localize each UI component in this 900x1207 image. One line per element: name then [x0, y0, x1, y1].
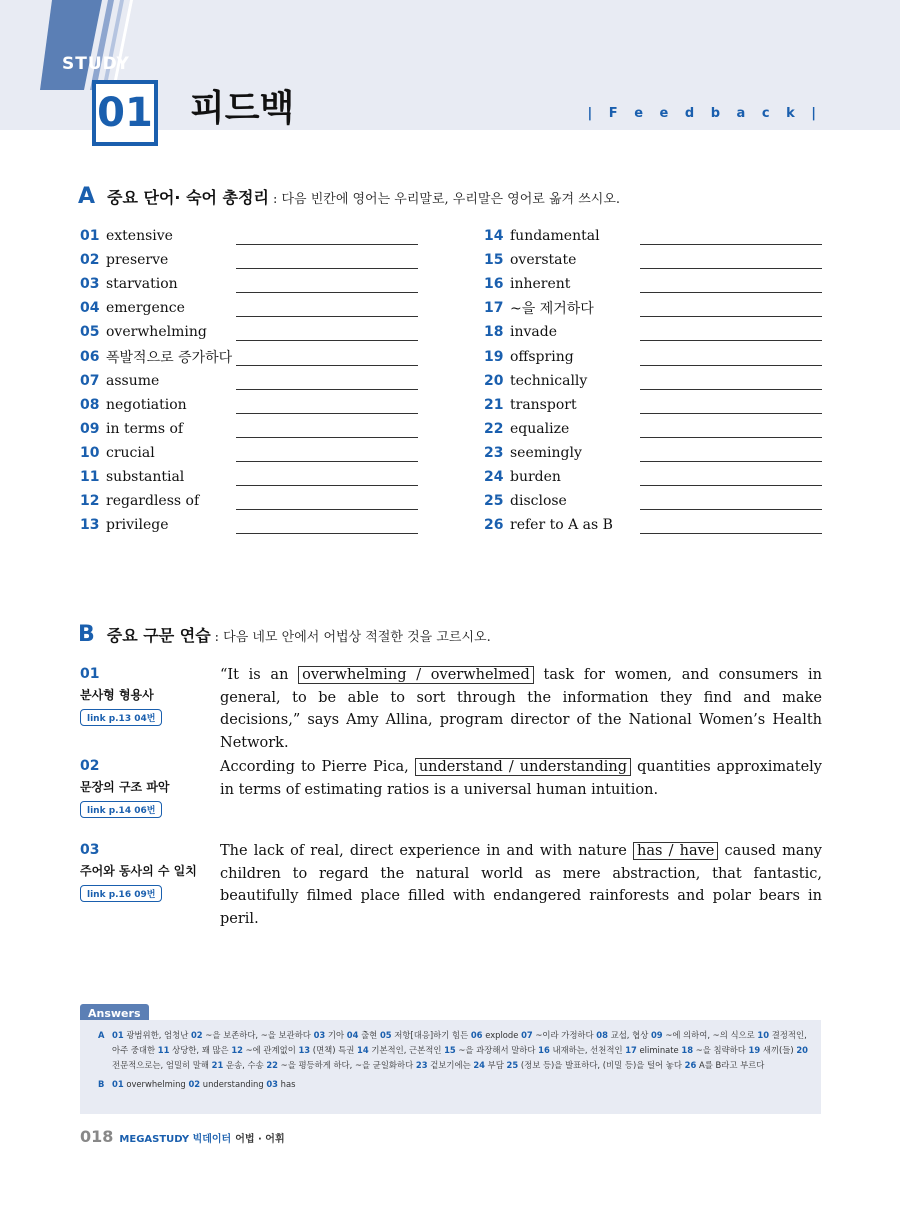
vocab-column-right: [484, 224, 829, 537]
answer-number: 05: [379, 1030, 392, 1040]
vocab-item: [484, 320, 829, 344]
answer-text: ~에 관계없이: [245, 1045, 296, 1055]
vocab-number: 07: [80, 372, 100, 389]
grammar-sentence: [220, 756, 822, 801]
vocab-word: disclose: [510, 493, 567, 510]
answer-blank-line[interactable]: [640, 365, 822, 366]
vocab-word: overstate: [510, 252, 577, 269]
vocab-item: [80, 296, 425, 320]
vocab-item: [80, 369, 425, 393]
vocab-number: 17: [484, 300, 504, 317]
answer-text: eliminate: [639, 1045, 679, 1055]
answer-blank-line[interactable]: [640, 340, 822, 341]
vocab-item: [80, 489, 425, 513]
footer-subtitle: 어법 · 어휘: [235, 1134, 285, 1145]
vocab-item: [80, 417, 425, 441]
vocab-word: in terms of: [106, 420, 184, 437]
link-badge: link p.16 09번: [80, 885, 162, 902]
vocab-word: privilege: [106, 517, 169, 534]
answer-text: 전문적으로는, 엄밀히 말해: [112, 1060, 209, 1070]
answer-blank-line[interactable]: [640, 509, 822, 510]
vocab-item: [80, 393, 425, 417]
answer-text: 광범위한, 엄청난: [126, 1030, 189, 1040]
section-b-heading: [78, 622, 491, 647]
answer-blank-line[interactable]: [640, 413, 822, 414]
feedback-tag: | F e e d b a c k |: [587, 106, 822, 121]
answer-blank-line[interactable]: [236, 244, 418, 245]
sentence-after: quantities approximately in terms of estimating ratios is a universal human intuition.: [220, 759, 822, 798]
answer-number: 03: [266, 1079, 278, 1089]
answer-text: ~이라 가정하다: [535, 1030, 594, 1040]
vocab-number: 06: [80, 348, 100, 365]
answer-text: (정보 등)을 발표하다, (비밀 등)을 털어 놓다: [520, 1060, 682, 1070]
grammar-item: [80, 666, 823, 751]
vocab-number: 05: [80, 324, 100, 341]
answers-a: [98, 1028, 811, 1073]
answer-text: 기본적인, 근본적인: [371, 1045, 442, 1055]
answer-number: 25: [506, 1060, 519, 1070]
vocab-word: equalize: [510, 420, 570, 437]
grammar-item-number: 03: [80, 842, 100, 858]
answer-blank-line[interactable]: [640, 316, 822, 317]
vocab-number: 12: [80, 493, 100, 510]
answer-blank-line[interactable]: [236, 461, 418, 462]
vocab-word: substantial: [106, 468, 185, 485]
answer-number: 01: [112, 1030, 124, 1040]
sentence-after: task for women, and consumers in general, to be able to sort through the information they find and make decisions,” says Amy Allina, program director of the National Women’s Health Network.: [220, 667, 823, 751]
answer-number: 12: [231, 1045, 243, 1055]
vocab-word: seemingly: [510, 444, 582, 461]
grammar-item-topic: 주어와 동사의 수 일치: [80, 864, 197, 878]
vocab-number: 21: [484, 396, 504, 413]
vocab-word: extensive: [106, 228, 173, 245]
answer-text: 저항[대응]하기 힘든: [394, 1030, 469, 1040]
answer-text: 상당한, 꽤 많은: [172, 1045, 229, 1055]
answer-blank-line[interactable]: [640, 268, 822, 269]
vocab-word: technically: [510, 372, 588, 389]
answer-blank-line[interactable]: [236, 268, 418, 269]
vocab-item: [80, 465, 425, 489]
vocab-word: regardless of: [106, 493, 200, 510]
answer-blank-line[interactable]: [236, 292, 418, 293]
vocab-number: 16: [484, 276, 504, 293]
vocab-item: [484, 441, 829, 465]
page-title: 피드백: [190, 88, 295, 129]
answer-text: 겉보기에는: [430, 1060, 471, 1070]
vocab-word: fundamental: [510, 228, 600, 245]
answers-b-body: [112, 1079, 295, 1089]
answers-a-body: [112, 1030, 808, 1070]
answer-blank-line[interactable]: [640, 437, 822, 438]
vocab-number: 25: [484, 493, 504, 510]
vocab-item: [484, 369, 829, 393]
vocab-number: 24: [484, 468, 504, 485]
footer-brand: MEGASTUDY 빅데이터: [119, 1134, 232, 1145]
section-a-title: 중요 단어· 숙어 총정리: [107, 188, 269, 207]
vocab-number: 23: [484, 444, 504, 461]
answer-number: 16: [538, 1045, 550, 1055]
answer-blank-line[interactable]: [236, 509, 418, 510]
vocab-item: [484, 296, 829, 320]
answers-a-letter: A: [98, 1030, 105, 1040]
vocab-word: offspring: [510, 348, 574, 365]
answer-text: 운송, 수송: [225, 1060, 264, 1070]
sentence-after: caused many children to regard the natural world as mere abstraction, that fantastic, beautifully filmed place filled with endangered rainforests and polar bears in peril.: [220, 843, 822, 927]
section-b-letter: B: [78, 622, 95, 647]
vocab-number: 08: [80, 396, 100, 413]
vocab-number: 18: [484, 324, 504, 341]
answer-number: 13: [298, 1045, 311, 1055]
answer-text: 출현: [361, 1030, 378, 1040]
answer-number: 11: [157, 1045, 170, 1055]
answers-tab: Answers: [80, 1004, 149, 1023]
answer-text: ~을 침략하다: [695, 1045, 746, 1055]
answer-number: 26: [684, 1060, 697, 1070]
vocab-number: 13: [80, 517, 100, 534]
vocab-number: 11: [80, 468, 100, 485]
vocab-item: [484, 248, 829, 272]
answer-number: 03: [313, 1030, 326, 1040]
section-a-instruction: : 다음 빈칸에 영어는 우리말로, 우리말은 영어로 옮겨 쓰시오.: [272, 192, 621, 207]
vocab-number: 20: [484, 372, 504, 389]
vocab-item: [484, 489, 829, 513]
answer-blank-line[interactable]: [236, 533, 418, 534]
answers-b: [98, 1077, 811, 1092]
answer-text: ~에 의하여, ~의 식으로: [665, 1030, 755, 1040]
answer-number: 19: [748, 1045, 761, 1055]
vocab-item: [80, 224, 425, 248]
vocab-number: 19: [484, 348, 504, 365]
link-badge: link p.13 04번: [80, 709, 162, 726]
vocab-item: [80, 320, 425, 344]
answer-number: 24: [473, 1060, 485, 1070]
answer-number: 06: [470, 1030, 483, 1040]
answer-blank-line[interactable]: [236, 413, 418, 414]
vocab-word: crucial: [106, 444, 155, 461]
section-a-heading: [78, 184, 620, 209]
vocab-number: 04: [80, 300, 100, 317]
unit-number: 01: [97, 90, 153, 136]
vocab-number: 09: [80, 420, 100, 437]
vocab-number: 10: [80, 444, 100, 461]
answer-text: 부담: [487, 1060, 504, 1070]
vocab-item: [80, 513, 425, 537]
answer-number: 01: [112, 1079, 124, 1089]
answer-number: 08: [596, 1030, 608, 1040]
grammar-item-number: 02: [80, 758, 100, 774]
answer-number: 17: [625, 1045, 637, 1055]
page-number: 018: [80, 1127, 114, 1146]
sentence-before: “It is an: [220, 667, 299, 683]
vocab-word: invade: [510, 324, 557, 341]
section-b-title: 중요 구문 연습: [106, 626, 211, 645]
header-stripes-decoration: [40, 0, 160, 90]
answer-text: 기아: [327, 1030, 345, 1040]
answer-text: 교섭, 협상: [610, 1030, 649, 1040]
vocab-number: 14: [484, 228, 504, 245]
page-footer: [80, 1127, 285, 1146]
vocab-column-left: [80, 224, 425, 537]
sentence-before: The lack of real, direct experience in and with nature: [220, 843, 634, 859]
answer-text: 결정적인, 아주 중대한: [112, 1030, 807, 1055]
vocab-word: negotiation: [106, 396, 187, 413]
answers-b-letter: B: [98, 1079, 105, 1089]
vocab-word: 폭발적으로 증가하다: [106, 349, 233, 366]
vocab-word: starvation: [106, 276, 178, 293]
vocab-word: preserve: [106, 252, 169, 269]
vocab-word: inherent: [510, 276, 571, 293]
answer-text: overwhelming: [126, 1079, 186, 1089]
grammar-item: [80, 842, 822, 927]
vocab-item: [484, 224, 829, 248]
grammar-item-number: 01: [80, 666, 100, 682]
vocab-item: [484, 513, 829, 537]
vocab-number: 15: [484, 252, 504, 269]
vocab-item: [484, 393, 829, 417]
grammar-sentence: [220, 840, 822, 930]
answer-blank-line[interactable]: [640, 533, 822, 534]
answer-blank-line[interactable]: [640, 244, 822, 245]
answer-blank-line[interactable]: [236, 485, 418, 486]
answer-number: 09: [650, 1030, 663, 1040]
vocab-word: transport: [510, 396, 577, 413]
answer-text: A를 B라고 부르다: [699, 1060, 765, 1070]
choice-box: has / have: [633, 842, 718, 860]
answer-text: 새끼(들): [762, 1045, 794, 1055]
answer-number: 20: [796, 1045, 808, 1055]
answer-text: ~을 평등하게 하다, ~을 균일화하다: [280, 1060, 414, 1070]
vocab-item: [80, 344, 425, 368]
choice-box: overwhelming / overwhelmed: [298, 666, 534, 684]
answer-number: 04: [346, 1030, 359, 1040]
vocab-word: assume: [106, 372, 160, 389]
vocab-item: [484, 344, 829, 368]
vocab-item: [484, 417, 829, 441]
answer-text: ~을 보존하다, ~을 보관하다: [205, 1030, 311, 1040]
answer-number: 10: [757, 1030, 770, 1040]
answer-number: 15: [444, 1045, 456, 1055]
answer-number: 14: [357, 1045, 369, 1055]
vocab-word: refer to A as B: [510, 517, 613, 534]
answer-number: 22: [266, 1060, 278, 1070]
answer-number: 18: [681, 1045, 694, 1055]
answer-text: 내재하는, 선천적인: [552, 1045, 623, 1055]
answer-text: has: [280, 1079, 296, 1089]
answer-blank-line[interactable]: [236, 437, 418, 438]
unit-number-box: [92, 80, 158, 146]
answer-blank-line[interactable]: [236, 340, 418, 341]
vocab-word: ~을 제거하다: [510, 301, 594, 318]
answer-blank-line[interactable]: [640, 461, 822, 462]
answer-text: understanding: [202, 1079, 264, 1089]
answer-blank-line[interactable]: [640, 292, 822, 293]
answer-number: 02: [188, 1079, 201, 1089]
vocab-word: emergence: [106, 300, 185, 317]
answer-text: ~을 과장해서 말하다: [458, 1045, 536, 1055]
grammar-sentence: [220, 664, 822, 754]
answers-box: [80, 1020, 821, 1114]
vocab-word: overwhelming: [106, 324, 207, 341]
vocab-number: 01: [80, 228, 100, 245]
vocab-item: [80, 441, 425, 465]
vocab-word: burden: [510, 468, 561, 485]
choice-box: understand / understanding: [415, 758, 631, 776]
answer-number: 21: [211, 1060, 224, 1070]
vocab-item: [484, 465, 829, 489]
grammar-item-topic: 문장의 구조 파악: [80, 780, 170, 794]
vocab-item: [80, 272, 425, 296]
vocab-number: 26: [484, 517, 504, 534]
vocab-item: [484, 272, 829, 296]
answer-blank-line[interactable]: [640, 485, 822, 486]
answer-blank-line[interactable]: [236, 389, 418, 390]
study-label: STUDY: [62, 54, 130, 74]
vocab-number: 22: [484, 420, 504, 437]
answer-blank-line[interactable]: [236, 316, 418, 317]
grammar-item-topic: 분사형 형용사: [80, 688, 154, 702]
grammar-item: [80, 758, 822, 818]
vocab-item: [80, 248, 425, 272]
answer-number: 23: [415, 1060, 428, 1070]
answer-number: 02: [190, 1030, 203, 1040]
link-badge: link p.14 06번: [80, 801, 162, 818]
vocab-number: 02: [80, 252, 100, 269]
answer-number: 07: [521, 1030, 533, 1040]
section-a-letter: A: [78, 184, 96, 209]
sentence-before: According to Pierre Pica,: [220, 759, 415, 775]
answer-text: explode: [485, 1030, 519, 1040]
vocab-number: 03: [80, 276, 100, 293]
answer-blank-line[interactable]: [640, 389, 822, 390]
section-b-instruction: : 다음 네모 안에서 어법상 적절한 것을 고르시오.: [214, 630, 491, 645]
answer-blank-line[interactable]: [236, 365, 418, 366]
answer-text: (면책) 특권: [312, 1045, 355, 1055]
